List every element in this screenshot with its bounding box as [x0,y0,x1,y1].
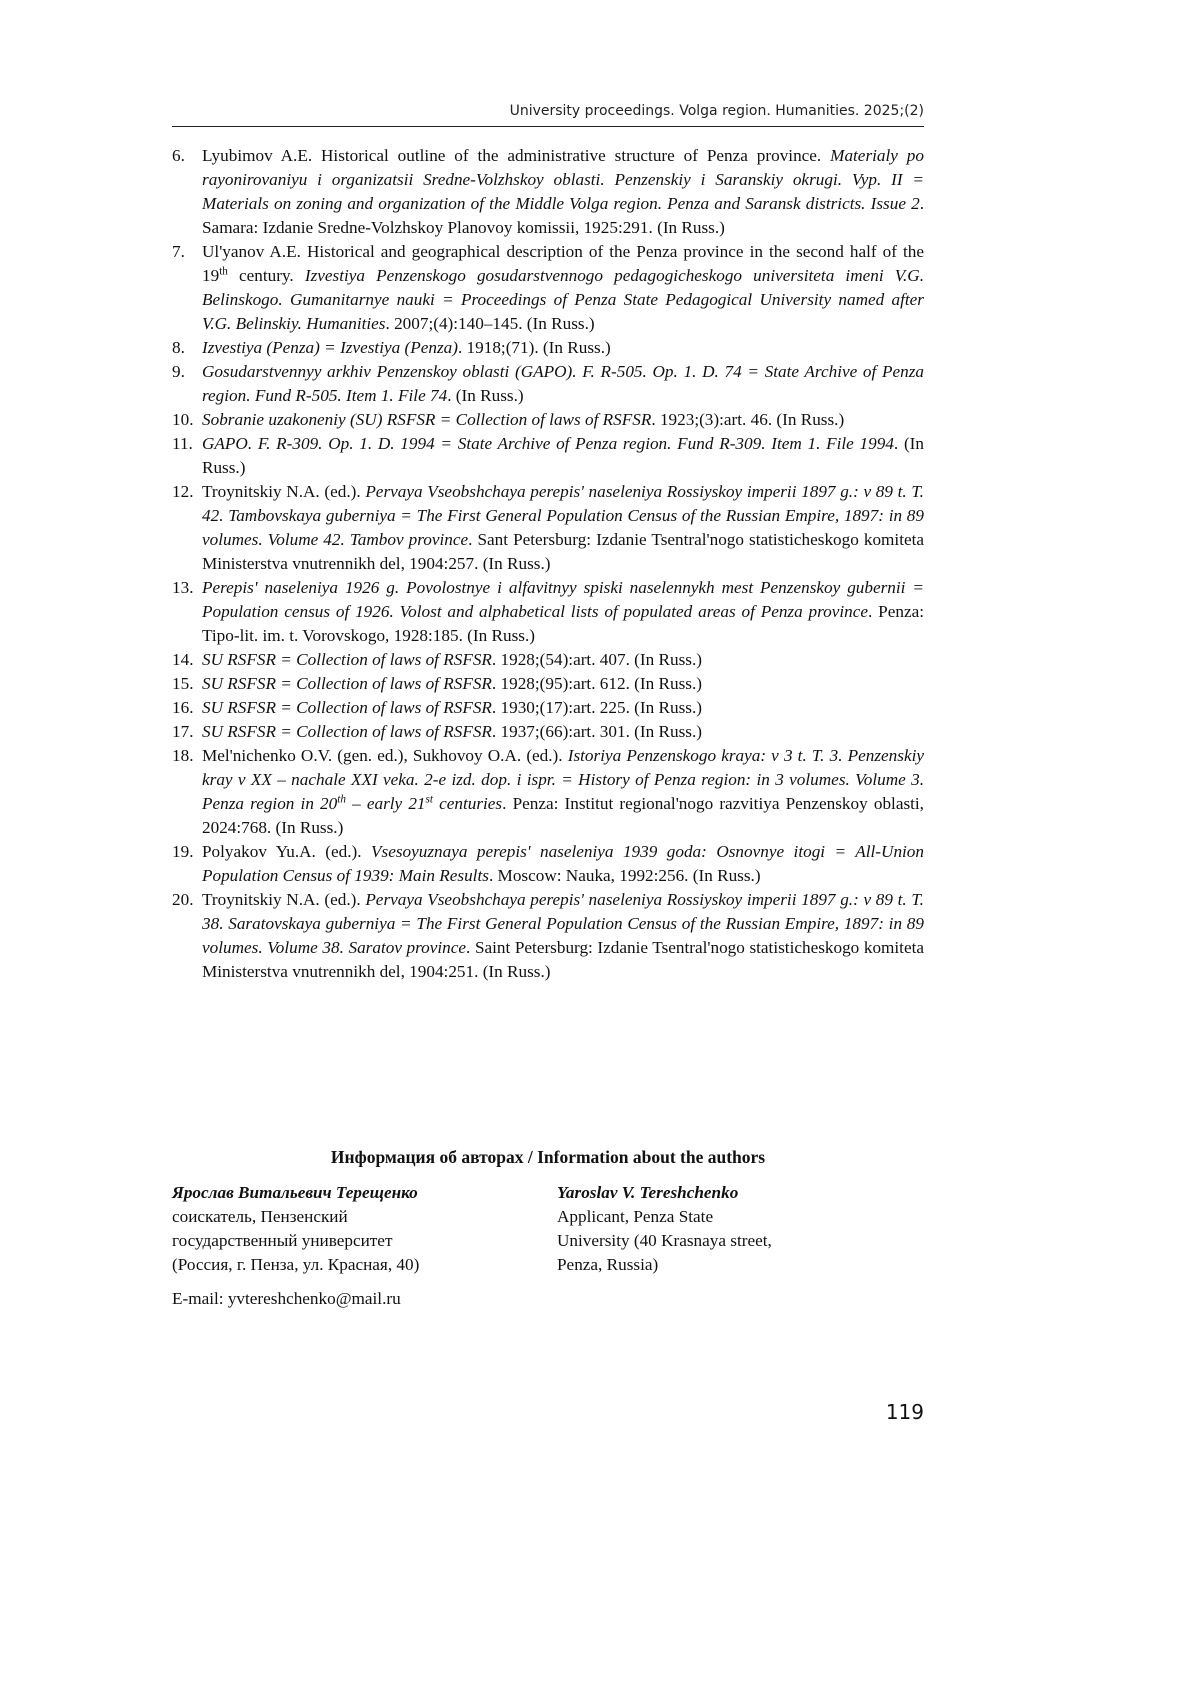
reference-item [172,240,924,336]
reference-text-segment: . 1930;(17):art. 225. (In Russ.) [491,698,702,717]
reference-text [202,722,702,741]
reference-text [202,674,702,693]
reference-item [172,576,924,648]
reference-text [202,890,924,981]
reference-item [172,648,924,672]
page-number: 119 [885,1400,924,1424]
reference-text-segment: . Penza: Tipo-lit. im. t. Vorovskogo, 1928:185. (In Russ.) [202,602,924,645]
reference-number: 18. [172,746,194,765]
reference-number: 8. [172,338,185,357]
author-affiliation-line: соискатель, Пензенский [172,1207,348,1226]
author-affiliation-line: University (40 Krasnaya street, [557,1231,772,1250]
reference-text [202,650,702,669]
reference-text [202,746,924,837]
reference-text-segment: . Sant Petersburg: Izdanie Tsentral'nogo statisticheskogo komiteta Ministerstva vnutrennikh del, 1904:257. (In Russ.) [202,530,924,573]
reference-number: 11. [172,434,193,453]
reference-item [172,480,924,576]
reference-source-title: centuries [432,794,503,813]
reference-text [202,698,702,717]
reference-text-segment: . Samara: Izdanie Sredne-Volzhskoy Planovoy komissii, 1925:291. (In Russ.) [202,194,924,237]
author-affiliation-line: (Россия, г. Пенза, ул. Красная, 40) [172,1255,420,1274]
reference-item [172,144,924,240]
reference-number: 9. [172,362,185,381]
reference-text [202,578,924,645]
reference-text [202,482,924,573]
reference-source-title: Istoriya Penzenskogo kraya: v 3 t. T. 3. Penzenskiy kray v XX – nachale XXI veka. 2-e izd. dop. i ispr. = History of Penza region: in 3 volumes. Volume 3. Penza region in 20 [202,746,924,813]
reference-source-title: Materialy po rayonirovaniyu i organizatsii Sredne-Volzhskoy oblasti. Penzenskiy i Saranskiy okrugi. Vyp. II = Materials on zoning and organization of the Middle Volga region. Penza and Saransk districts. Issue 2 [202,146,924,213]
reference-list [172,144,924,984]
reference-text-segment: th [219,265,228,278]
author-info-russian [172,1181,502,1277]
reference-source-title: Sobranie uzakoneniy (SU) RSFSR = Collection of laws of RSFSR [202,410,652,429]
reference-item [172,888,924,984]
reference-text [202,338,611,357]
reference-text-segment: . 1928;(54):art. 407. (In Russ.) [491,650,702,669]
reference-text-segment: . 1937;(66):art. 301. (In Russ.) [491,722,702,741]
reference-source-title: SU RSFSR = Collection of laws of RSFSR [202,698,492,717]
author-email[interactable]: E-mail: yvtereshchenko@mail.ru [172,1289,401,1308]
reference-text-segment: . Penza: Institut regional'nogo razvitiya Penzenskoy oblasti, 2024:768. (In Russ.) [202,794,924,837]
reference-number: 10. [172,410,194,429]
reference-source-title: GAPO. F. R-309. Op. 1. D. 1994 = State Archive of Penza region. Fund R-309. Item 1. File 1994 [202,434,894,453]
reference-number: 13. [172,578,194,597]
running-head: University proceedings. Volga region. Humanities. 2025;(2) [509,103,924,119]
reference-text [202,362,924,405]
reference-source-title: SU RSFSR = Collection of laws of RSFSR [202,650,492,669]
reference-number: 7. [172,242,185,261]
reference-item [172,336,924,360]
reference-number: 19. [172,842,194,861]
reference-text-segment: . (In Russ.) [202,434,924,477]
reference-text-segment: . 1918;(71). (In Russ.) [457,338,611,357]
reference-text-segment: . 1923;(3):art. 46. (In Russ.) [651,410,845,429]
reference-source-title: Pervaya Vseobshchaya perepis' naseleniya Rossiyskoy imperii 1897 g.: v 89 t. T. 38. Saratovskaya guberniya = The First General Population Census of the Russian Empire, 1897: in 89 volumes. Volume 38. Saratov province [202,890,924,957]
reference-text [202,410,844,429]
reference-number: 20. [172,890,194,909]
reference-source-title: th [337,793,346,806]
reference-text [202,842,924,885]
reference-item [172,840,924,888]
reference-source-title: SU RSFSR = Collection of laws of RSFSR [202,722,492,741]
reference-item [172,720,924,744]
author-affiliation-line: Penza, Russia) [557,1255,659,1274]
reference-item [172,432,924,480]
reference-item [172,408,924,432]
reference-item [172,360,924,408]
reference-text-segment: Troynitskiy N.A. (ed.). [202,890,366,909]
reference-text-segment: Troynitskiy N.A. (ed.). [202,482,366,501]
reference-number: 17. [172,722,194,741]
header-rule [172,126,924,127]
reference-text [202,242,924,333]
reference-text-segment: Lyubimov A.E. Historical outline of the administrative structure of Penza province. [202,146,831,165]
reference-text [202,146,924,237]
reference-source-title: st [425,793,433,806]
reference-text-segment: . Saint Petersburg: Izdanie Tsentral'nogo statisticheskogo komiteta Ministerstva vnutrennikh del, 1904:251. (In Russ.) [202,938,924,981]
reference-text-segment: . Moscow: Nauka, 1992:256. (In Russ.) [488,866,761,885]
reference-source-title: Izvestiya Penzenskogo gosudarstvennogo pedagogicheskogo universiteta imeni V.G. Belinskogo. Gumanitarnye nauki = Proceedings of Penza State Pedagogical University named after V.G. Belinskiy. Humanities [202,266,925,333]
reference-source-title: Perepis' naseleniya 1926 g. Povolostnye i alfavitnyy spiski naselennykh mest Penzenskoy gubernii = Population census of 1926. Volost and alphabetical lists of populated areas of Penza province [202,578,924,621]
reference-number: 15. [172,674,194,693]
reference-item [172,744,924,840]
author-name-english: Yaroslav V. Tereshchenko [557,1183,739,1202]
authors-heading: Информация об авторах / Information about the authors [330,1147,766,1167]
reference-text-segment: . 1928;(95):art. 612. (In Russ.) [491,674,702,693]
reference-number: 6. [172,146,185,165]
reference-number: 14. [172,650,194,669]
reference-number: 12. [172,482,194,501]
reference-text-segment: Ul'yanov A.E. Historical and geographical description of the Penza province in the second half of the 19 [202,242,924,285]
reference-number: 16. [172,698,194,717]
reference-source-title: – early 21 [345,794,426,813]
reference-item [172,672,924,696]
author-affiliation-line: государственный университет [172,1231,393,1250]
reference-text [202,434,924,477]
reference-text-segment: . 2007;(4):140–145. (In Russ.) [385,314,595,333]
author-affiliation-line: Applicant, Penza State [557,1207,714,1226]
reference-text-segment: Mel'nichenko O.V. (gen. ed.), Sukhovoy O.A. (ed.). [202,746,568,765]
author-info-english [557,1181,887,1277]
reference-source-title: Izvestiya (Penza) = Izvestiya (Penza) [202,338,458,357]
reference-source-title: Pervaya Vseobshchaya perepis' naseleniya Rossiyskoy imperii 1897 g.: v 89 t. T. 42. Tambovskaya guberniya = The First General Population Census of the Russian Empire, 1897: in 89 volumes. Volume 42. Tambov province [202,482,924,549]
reference-text-segment: . (In Russ.) [447,386,524,405]
reference-source-title: Vsesoyuznaya perepis' naseleniya 1939 goda: Osnovnye itogi = All-Union Population Census of 1939: Main Results [202,842,924,885]
reference-item [172,696,924,720]
reference-text-segment: century. [227,266,305,285]
reference-source-title: SU RSFSR = Collection of laws of RSFSR [202,674,492,693]
reference-text-segment: Polyakov Yu.A. (ed.). [202,842,372,861]
reference-source-title: Gosudarstvennyy arkhiv Penzenskoy oblasti (GAPO). F. R-505. Op. 1. D. 74 = State Archive of Penza region. Fund R-505. Item 1. File 74 [202,362,924,405]
author-name-russian: Ярослав Витальевич Терещенко [172,1183,418,1202]
